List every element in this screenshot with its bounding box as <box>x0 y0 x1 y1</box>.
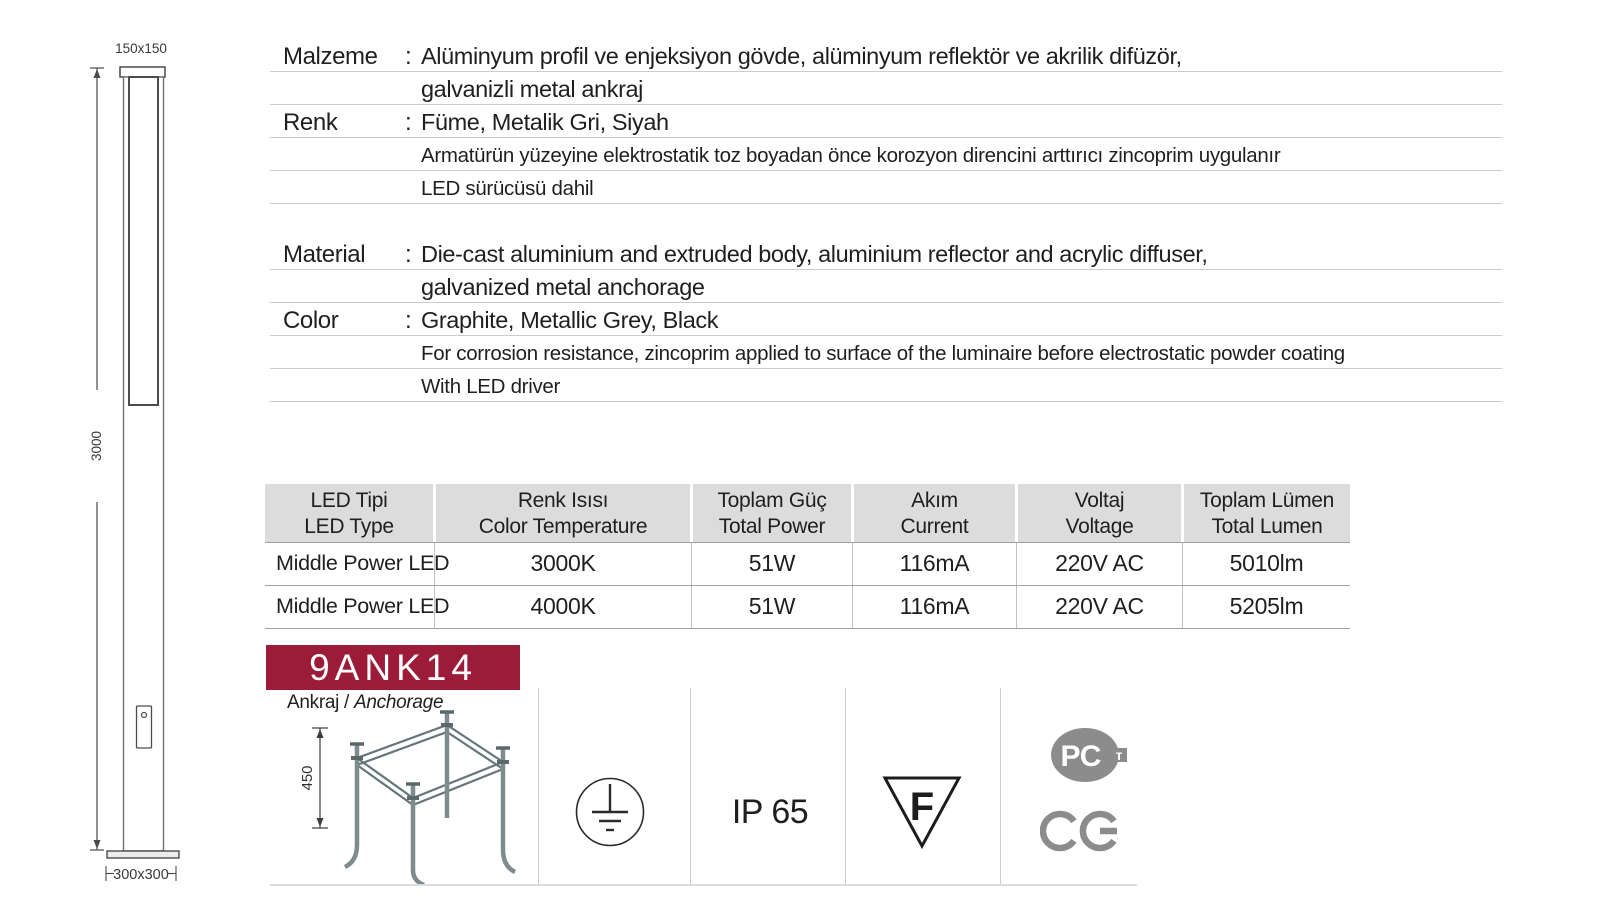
f-mark-letter: F <box>909 785 935 829</box>
anchor-nuts <box>351 725 509 798</box>
f-mark-triangle-icon <box>875 770 970 855</box>
cell-color-temperature: 4000K <box>435 586 692 628</box>
spec-colon: : <box>405 109 412 136</box>
pole-technical-drawing <box>85 32 205 892</box>
earth-ground-icon <box>565 767 655 857</box>
anchorage-frame <box>357 725 503 805</box>
pole-top-dimension-label: 150x150 <box>115 41 167 56</box>
anchor-bolt-heads <box>350 712 510 784</box>
spec-line-note-en-1 <box>270 336 1502 369</box>
cell-voltage: 220V AC <box>1017 586 1183 628</box>
anchorage-label-separator: / <box>344 692 350 713</box>
spec-line-color <box>270 303 1502 336</box>
spec-label: Renk <box>283 109 338 136</box>
spec-label: Material <box>283 241 366 268</box>
cell-total-power: 51W <box>692 586 853 628</box>
col-header-en: Total Lumen <box>1211 515 1323 538</box>
spec-line-note-en-2 <box>270 369 1502 402</box>
col-header-en: Total Power <box>718 515 826 538</box>
col-header-led-type <box>265 484 433 542</box>
spec-line-note-tr-2 <box>270 171 1502 204</box>
col-header-voltage <box>1018 484 1181 542</box>
pole-cap <box>120 67 165 77</box>
spec-value: galvanized metal anchorage <box>421 274 705 300</box>
spec-line-material-cont <box>270 270 1502 303</box>
spec-line-material <box>270 237 1502 270</box>
spec-label: Color <box>283 307 339 334</box>
table-row <box>265 586 1350 629</box>
col-header-en: Color Temperature <box>478 515 648 538</box>
col-header-total-power <box>693 484 851 542</box>
pct-letter-t: т <box>1115 747 1123 763</box>
col-header-en: Voltage <box>1065 515 1134 538</box>
spec-value: galvanizli metal ankraj <box>421 76 643 102</box>
cell-divider <box>1000 688 1001 884</box>
spec-note: For corrosion resistance, zincoprim applied to surface of the luminaire before electrostatic powder coating <box>421 342 1345 365</box>
base-plate <box>107 851 179 858</box>
cell-current: 116mA <box>853 586 1017 628</box>
led-spec-table <box>265 484 1350 629</box>
col-header-en: LED Type <box>304 515 394 538</box>
spec-value: Graphite, Metallic Grey, Black <box>421 307 719 333</box>
pole-base-dimension-label: 300x300 <box>113 867 169 883</box>
cell-total-lumen: 5205lm <box>1229 593 1304 619</box>
anchorage-label-tr: Ankraj <box>287 692 340 713</box>
spec-colon: : <box>405 43 412 70</box>
anch-dim-arrow-bottom <box>317 818 324 827</box>
anchorage-depth-dimension-label: 450 <box>299 765 316 791</box>
spec-label: Malzeme <box>283 43 378 70</box>
spec-value: Alüminyum profil ve enjeksiyon gövde, alüminyum reflektör ve akrilik difüzör, <box>421 43 1182 69</box>
col-header-en: Current <box>900 515 969 538</box>
ip-rating-label: IP 65 <box>731 793 809 831</box>
spec-value: Füme, Metalik Gri, Siyah <box>421 109 669 135</box>
spec-text-block <box>270 39 1502 402</box>
cell-divider <box>690 688 691 884</box>
cell-current: 116mA <box>853 543 1017 585</box>
cell-led-type: Middle Power LED <box>265 543 435 585</box>
cell-total-power: 51W <box>692 543 853 585</box>
spec-colon: : <box>405 307 412 334</box>
col-header-tr: Toplam Güç <box>717 489 827 512</box>
pct-letters: РС <box>1060 740 1102 773</box>
product-code-badge: 9ANK14 <box>266 645 520 690</box>
col-header-tr: Toplam Lümen <box>1199 489 1335 512</box>
col-header-tr: Akım <box>911 489 958 512</box>
col-header-total-lumen <box>1184 484 1350 542</box>
spec-line-malzeme-cont <box>270 72 1502 105</box>
spec-line-renk <box>270 105 1502 138</box>
cell-divider <box>538 688 539 884</box>
cell-divider <box>845 688 846 884</box>
pct-certification-icon <box>1045 722 1135 790</box>
spec-line-malzeme <box>270 39 1502 72</box>
dim-arrow-bottom <box>94 840 101 849</box>
bottom-rule <box>270 884 1137 886</box>
spec-colon: : <box>405 241 412 268</box>
cell-total-lumen: 5010lm <box>1229 550 1304 576</box>
cell-color-temperature: 3000K <box>435 543 692 585</box>
anchorage-drawing <box>295 700 525 885</box>
anchorage-label-en: Anchorage <box>354 692 444 713</box>
spec-note: Armatürün yüzeyine elektrostatik toz boyadan önce korozyon direncini arttırıcı zincoprim uygulanır <box>421 144 1281 167</box>
anch-dim-arrow-top <box>317 729 324 738</box>
luminaire-window <box>129 77 158 405</box>
cell-voltage: 220V AC <box>1017 543 1183 585</box>
spec-note: With LED driver <box>421 375 561 398</box>
table-header-row <box>265 484 1350 542</box>
spec-line-note-tr-1 <box>270 138 1502 171</box>
cell-led-type: Middle Power LED <box>265 586 435 628</box>
col-header-current <box>854 484 1015 542</box>
table-row <box>265 542 1350 586</box>
spec-block-gap <box>270 204 1502 237</box>
col-header-tr: Voltaj <box>1074 489 1125 512</box>
col-header-color-temperature <box>436 484 690 542</box>
pole-height-dimension-label: 3000 <box>89 430 104 462</box>
ce-mark-icon <box>1040 806 1135 861</box>
col-header-tr: LED Tipi <box>310 489 388 512</box>
col-header-tr: Renk Isısı <box>517 489 609 512</box>
dim-arrow-top <box>94 69 101 78</box>
spec-note: LED sürücüsü dahil <box>421 177 594 200</box>
spec-value: Die-cast aluminium and extruded body, aluminium reflector and acrylic diffuser, <box>421 241 1208 267</box>
